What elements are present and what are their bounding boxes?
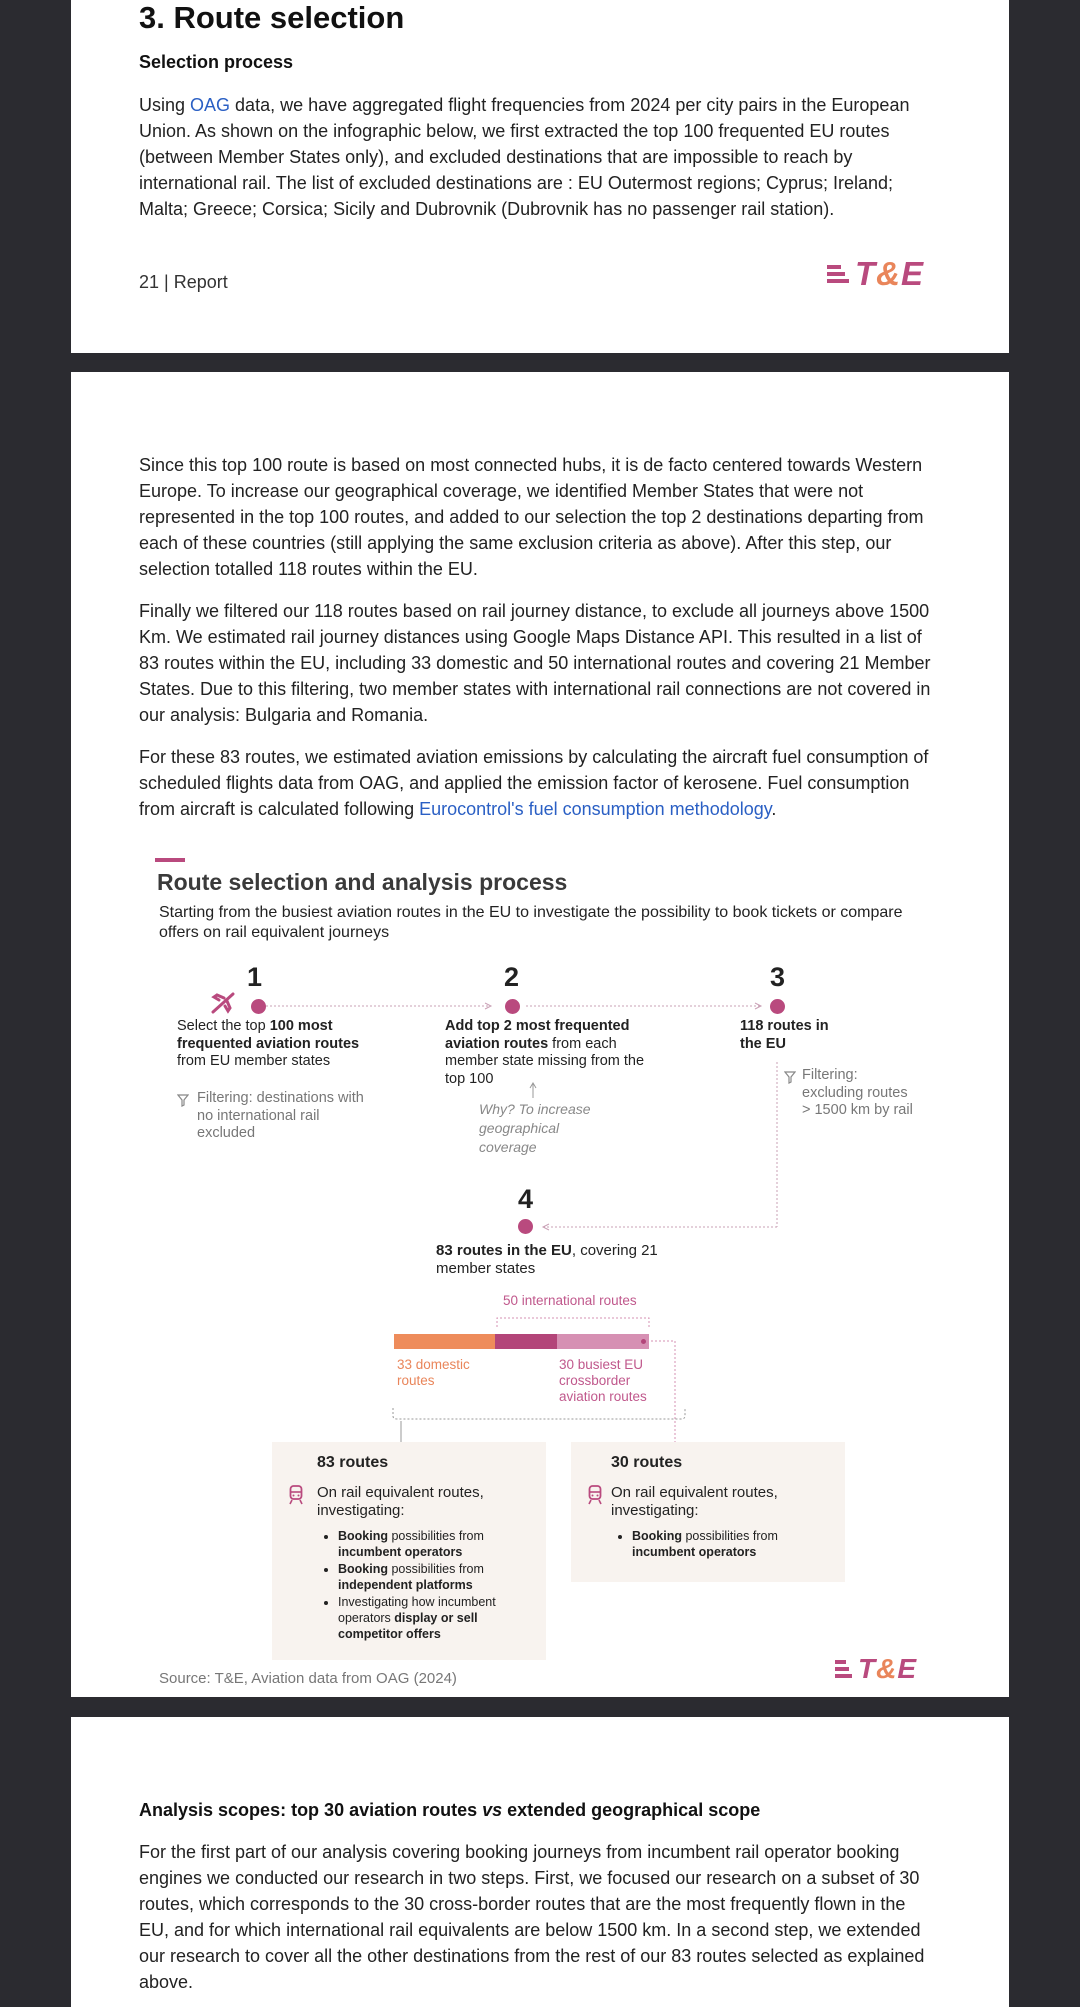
item-text: possibilities from [388,1562,484,1576]
item-text: Investigating how incumbent operators [338,1595,496,1625]
bar-segment-busiest-crossborder [557,1334,649,1349]
oag-link[interactable]: OAG [190,95,231,115]
step-1-dot [251,999,266,1014]
heading-text-italic: vs [482,1800,503,1820]
item-bold: incumbent operators [338,1545,463,1559]
step-text-bold: 118 routes in the EU [740,1018,829,1052]
box-title: 30 routes [611,1454,683,1471]
train-icon [289,1485,303,1505]
list-item [338,1594,538,1642]
step-2-why: Why? To increase geographical coverage [479,1101,591,1155]
step-1-description [177,1018,387,1071]
paragraph-text: Using [139,95,191,115]
box-30-routes [571,1442,845,1582]
analysis-scopes-paragraph: For the first part of our analysis covering booking journeys from incumbent rail operator booking engines we conducted our research in two steps. First, we focused our research on a subset of 30 routes, which corresponds to the 30 cross-border routes that are the most frequently flown in the EU, and for which international rail equivalents are below 1500 km. In a second step, we extended our research to cover all the other destinations from the rest of our 83 routes selected as explained above. [139,1842,925,1992]
item-bold: Booking [338,1529,388,1543]
item-bold: display or sell competitor offers [338,1611,478,1641]
routes-bar [394,1334,649,1349]
step-2-description [445,1018,660,1088]
infographic-title: Route selection and analysis process [157,869,568,895]
item-text: possibilities from [388,1529,484,1543]
paragraph-selection-process [139,92,939,222]
report-page-23 [71,1717,1009,2007]
step-text-bold: Add top 2 most frequented aviation routes [445,1018,630,1052]
international-routes-label: 50 international routes [503,1293,637,1308]
paragraph-text: . [771,799,777,819]
box-list [324,1528,538,1643]
item-bold: incumbent operators [632,1545,757,1559]
report-page-22 [71,372,1009,1697]
step-text-bold: 83 routes in the EU [436,1242,572,1259]
analysis-scopes-heading [139,1800,760,1821]
step-1-filter: Filtering: destinations with no international rail excluded [197,1090,364,1141]
infographic-source: Source: T&E, Aviation data from OAG (2024) [159,1670,457,1687]
step-3-filter: Filtering: excluding routes > 1500 km by rail [802,1067,913,1118]
step-text: from EU member states [177,1053,331,1069]
item-bold: Booking [632,1529,682,1543]
logo-text: T [858,1653,877,1684]
step-text: Select the top [177,1018,270,1034]
bar-segment-domestic [394,1334,495,1349]
heading-text: extended geographical scope [502,1800,761,1820]
filter-icon [177,1094,189,1107]
item-bold: independent platforms [338,1578,473,1592]
logo-text: & [876,255,902,292]
step-3-description [740,1018,850,1053]
box-title: 83 routes [317,1454,389,1471]
plane-icon [211,992,235,1014]
domestic-routes-label: 33 domestic routes [397,1357,470,1388]
logo-text: E [897,1653,918,1684]
step-2-dot [505,999,520,1014]
report-page-21 [71,0,1009,353]
logo-text: T [855,255,877,292]
paragraph-text: For these 83 routes, we estimated aviation emissions by calculating the aircraft fuel consumption of scheduled flights data from OAG, and applied the emission factor of kerosene. Fuel consumption from aircraft is calculated following [139,747,929,819]
logo-text: E [901,255,925,292]
step-text: , covering 21 member states [436,1242,658,1277]
step-3-dot [770,999,785,1014]
eurocontrol-link[interactable]: Eurocontrol's fuel consumption methodology [419,799,772,819]
logo-bars-icon [835,1660,852,1678]
heading-text: Analysis scopes: top 30 aviation routes [139,1800,483,1820]
step-2-number: 2 [504,962,520,992]
paragraph-2: Finally we filtered our 118 routes based on rail journey distance, to exclude all journeys above 1500 Km. We estimated rail journey distances using Google Maps Distance API. This resulted in a list of 83 routes within the EU, including 33 domestic and 50 international routes and covering 21 Member States. Due to this filtering, two member states with international rail connections are not covered in our analysis: Bulgaria and Romania. [139,601,931,725]
section-heading: 3. Route selection [139,0,405,35]
filter-icon [784,1071,796,1084]
bar-segment-international [495,1334,556,1349]
list-item [338,1561,538,1593]
box-lead: On rail equivalent routes, investigating: [317,1484,484,1519]
logo-text: & [876,1653,898,1684]
box-lead: On rail equivalent routes, investigating: [611,1484,778,1519]
logo-bars-icon [827,265,849,283]
step-4-dot [518,1219,533,1234]
step-1-number: 1 [247,962,263,992]
infographic-subtitle: Starting from the busiest aviation routes in the EU to investigate the possibility to book tickets or compare offers on rail equivalent journeys [159,904,903,941]
step-text: from each member state missing from the top 100 [445,1035,645,1087]
bar-marker-dot [641,1339,646,1344]
te-logo [827,255,924,293]
list-item [632,1528,832,1560]
item-text: possibilities from [682,1529,778,1543]
box-list [618,1528,832,1561]
train-icon [588,1485,602,1505]
section-subheading: Selection process [139,52,294,72]
box-83-routes [272,1442,546,1660]
busiest-routes-label: 30 busiest EU crossborder aviation routes [559,1357,647,1404]
list-item [338,1528,538,1560]
paragraph-1: Since this top 100 route is based on most connected hubs, it is de facto centered towards Western Europe. To increase our geographical coverage, we identified Member States that were not represented in the top 100 routes, and added to our selection the top 2 destinations departing from each of these countries (still applying the same exclusion criteria as above). After this step, our selection totalled 118 routes within the EU. [139,455,924,579]
step-4-number: 4 [518,1184,534,1214]
item-bold: Booking [338,1562,388,1576]
step-4-description [436,1242,666,1277]
step-3-number: 3 [770,962,786,992]
step-text-bold: 100 most frequented aviation routes [177,1018,360,1052]
page-footer: 21 | Report [139,272,228,292]
paragraph-text: data, we have aggregated flight frequencies from 2024 per city pairs in the European Union. As shown on the infographic below, we first extracted the top 100 frequented EU routes (between Member States only), and excluded destinations that are impossible to reach by international rail. The list of excluded destinations are : EU Outermost regions; Cyprus; Ireland; Malta; Greece; Corsica; Sicily and Dubrovnik (Dubrovnik has no passenger rail station). [139,95,910,219]
te-logo [835,1653,917,1685]
